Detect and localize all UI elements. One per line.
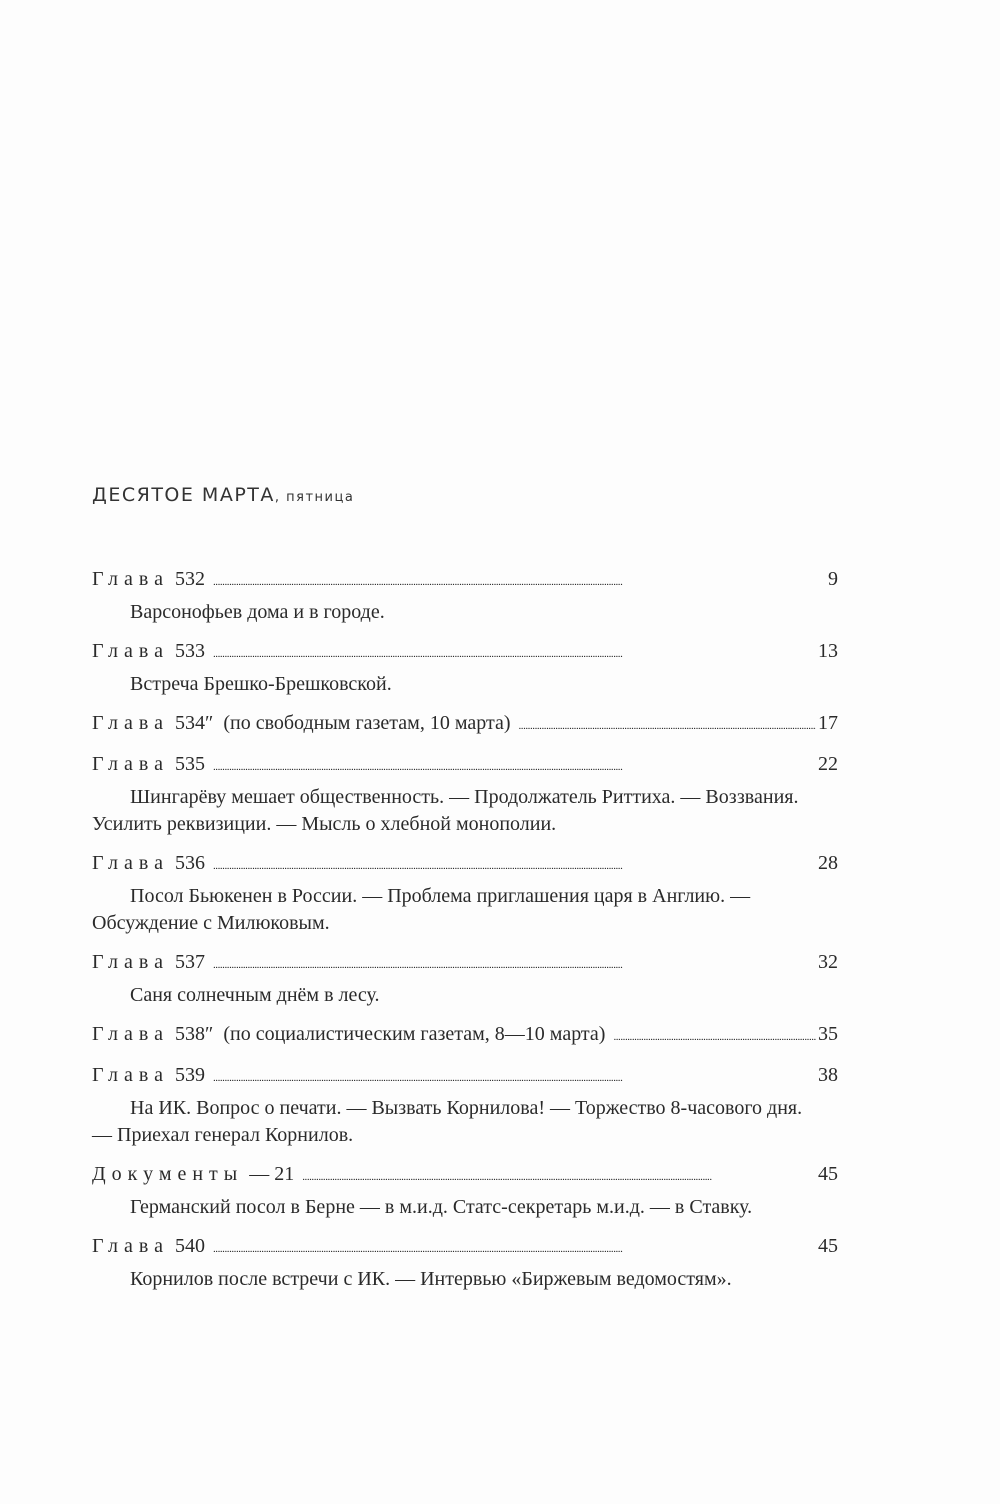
dot-leader xyxy=(213,566,826,595)
toc-entry-heading xyxy=(92,1233,838,1262)
entry-page-number: 28 xyxy=(818,852,838,874)
dot-leader xyxy=(213,1062,816,1091)
dot-leader xyxy=(518,710,816,739)
toc-entry-heading xyxy=(92,1021,838,1050)
section-title xyxy=(92,484,354,506)
entry-label: Глава xyxy=(92,753,169,775)
toc-entry[interactable] xyxy=(92,1021,838,1050)
dot-leader xyxy=(613,1021,816,1050)
entry-label: Глава xyxy=(92,640,169,662)
entry-page-number: 17 xyxy=(818,712,838,734)
entry-description: Германский посол в Берне — в м.и.д. Статс-секретарь м.и.д. — в Ставку. xyxy=(130,1196,753,1218)
entry-number: 537 xyxy=(174,951,205,973)
entry-label: Глава xyxy=(92,951,169,973)
entry-page-number: 45 xyxy=(818,1163,838,1185)
entry-label: Глава xyxy=(92,1023,169,1045)
entry-number: 532 xyxy=(174,568,205,590)
toc-entry-heading xyxy=(92,638,838,667)
entry-page-number: 9 xyxy=(828,568,838,590)
toc-entry[interactable] xyxy=(92,710,838,739)
section-date: ДЕСЯТОЕ МАРТА xyxy=(92,484,275,506)
dot-leader xyxy=(213,751,816,780)
entry-page-number: 22 xyxy=(818,753,838,775)
entry-label: Документы xyxy=(92,1163,244,1185)
entry-label: Глава xyxy=(92,1235,169,1257)
entry-label: Глава xyxy=(92,568,169,590)
entry-page-number: 38 xyxy=(818,1064,838,1086)
toc-entry-heading xyxy=(92,710,838,739)
toc-entry[interactable] xyxy=(92,751,838,838)
toc-entry-heading xyxy=(92,1062,838,1091)
table-of-contents xyxy=(92,566,838,1305)
entry-description: Варсонофьев дома и в городе. xyxy=(130,601,385,623)
entry-number: 533 xyxy=(174,640,205,662)
entry-page-number: 35 xyxy=(818,1023,838,1045)
entry-number: 539 xyxy=(174,1064,205,1086)
entry-number: 534″ xyxy=(174,712,214,734)
entry-number: — 21 xyxy=(249,1163,295,1185)
entry-label: Глава xyxy=(92,712,169,734)
entry-note: (по свободным газетам, 10 марта) xyxy=(223,712,511,734)
toc-entry[interactable] xyxy=(92,566,838,626)
entry-description: Встреча Брешко-Брешковской. xyxy=(130,673,392,695)
toc-entry-heading xyxy=(92,751,838,780)
entry-note: (по социалистическим газетам, 8—10 марта) xyxy=(223,1023,606,1045)
dot-leader xyxy=(213,850,816,879)
dot-leader xyxy=(213,638,816,667)
entry-description: На ИК. Вопрос о печати. — Вызвать Корнилова! — Торжество 8-часового дня. — Приехал генерал Корнилов. xyxy=(92,1097,803,1146)
toc-entry[interactable] xyxy=(92,1233,838,1293)
entry-description: Посол Бьюкенен в России. — Проблема приглашения царя в Англию. — Обсуждение с Милюковым. xyxy=(92,885,751,934)
entry-page-number: 45 xyxy=(818,1235,838,1257)
dot-leader xyxy=(213,949,816,978)
dot-leader xyxy=(213,1233,816,1262)
toc-entry-heading xyxy=(92,850,838,879)
toc-entry-heading xyxy=(92,1161,838,1190)
entry-page-number: 13 xyxy=(818,640,838,662)
entry-number: 540 xyxy=(174,1235,205,1257)
toc-entry[interactable] xyxy=(92,638,838,698)
entry-description: Корнилов после встречи с ИК. — Интервью «Биржевым ведомостям». xyxy=(130,1268,732,1290)
dot-leader xyxy=(302,1161,816,1190)
section-weekday: , пятница xyxy=(274,490,355,505)
toc-entry[interactable] xyxy=(92,850,838,937)
toc-entry[interactable] xyxy=(92,1062,838,1149)
entry-number: 535 xyxy=(174,753,205,775)
entry-description: Шингарёву мешает общественность. — Продолжатель Риттиха. — Воззвания. Усилить реквизиции. — Мысль о хлебной монополии. xyxy=(92,786,799,835)
entry-number: 536 xyxy=(174,852,205,874)
entry-label: Глава xyxy=(92,1064,169,1086)
entry-description: Саня солнечным днём в лесу. xyxy=(130,984,380,1006)
toc-entry[interactable] xyxy=(92,949,838,1009)
toc-entry-heading xyxy=(92,566,838,595)
entry-label: Глава xyxy=(92,852,169,874)
entry-page-number: 32 xyxy=(818,951,838,973)
entry-number: 538″ xyxy=(174,1023,214,1045)
toc-entry[interactable] xyxy=(92,1161,838,1221)
toc-entry-heading xyxy=(92,949,838,978)
